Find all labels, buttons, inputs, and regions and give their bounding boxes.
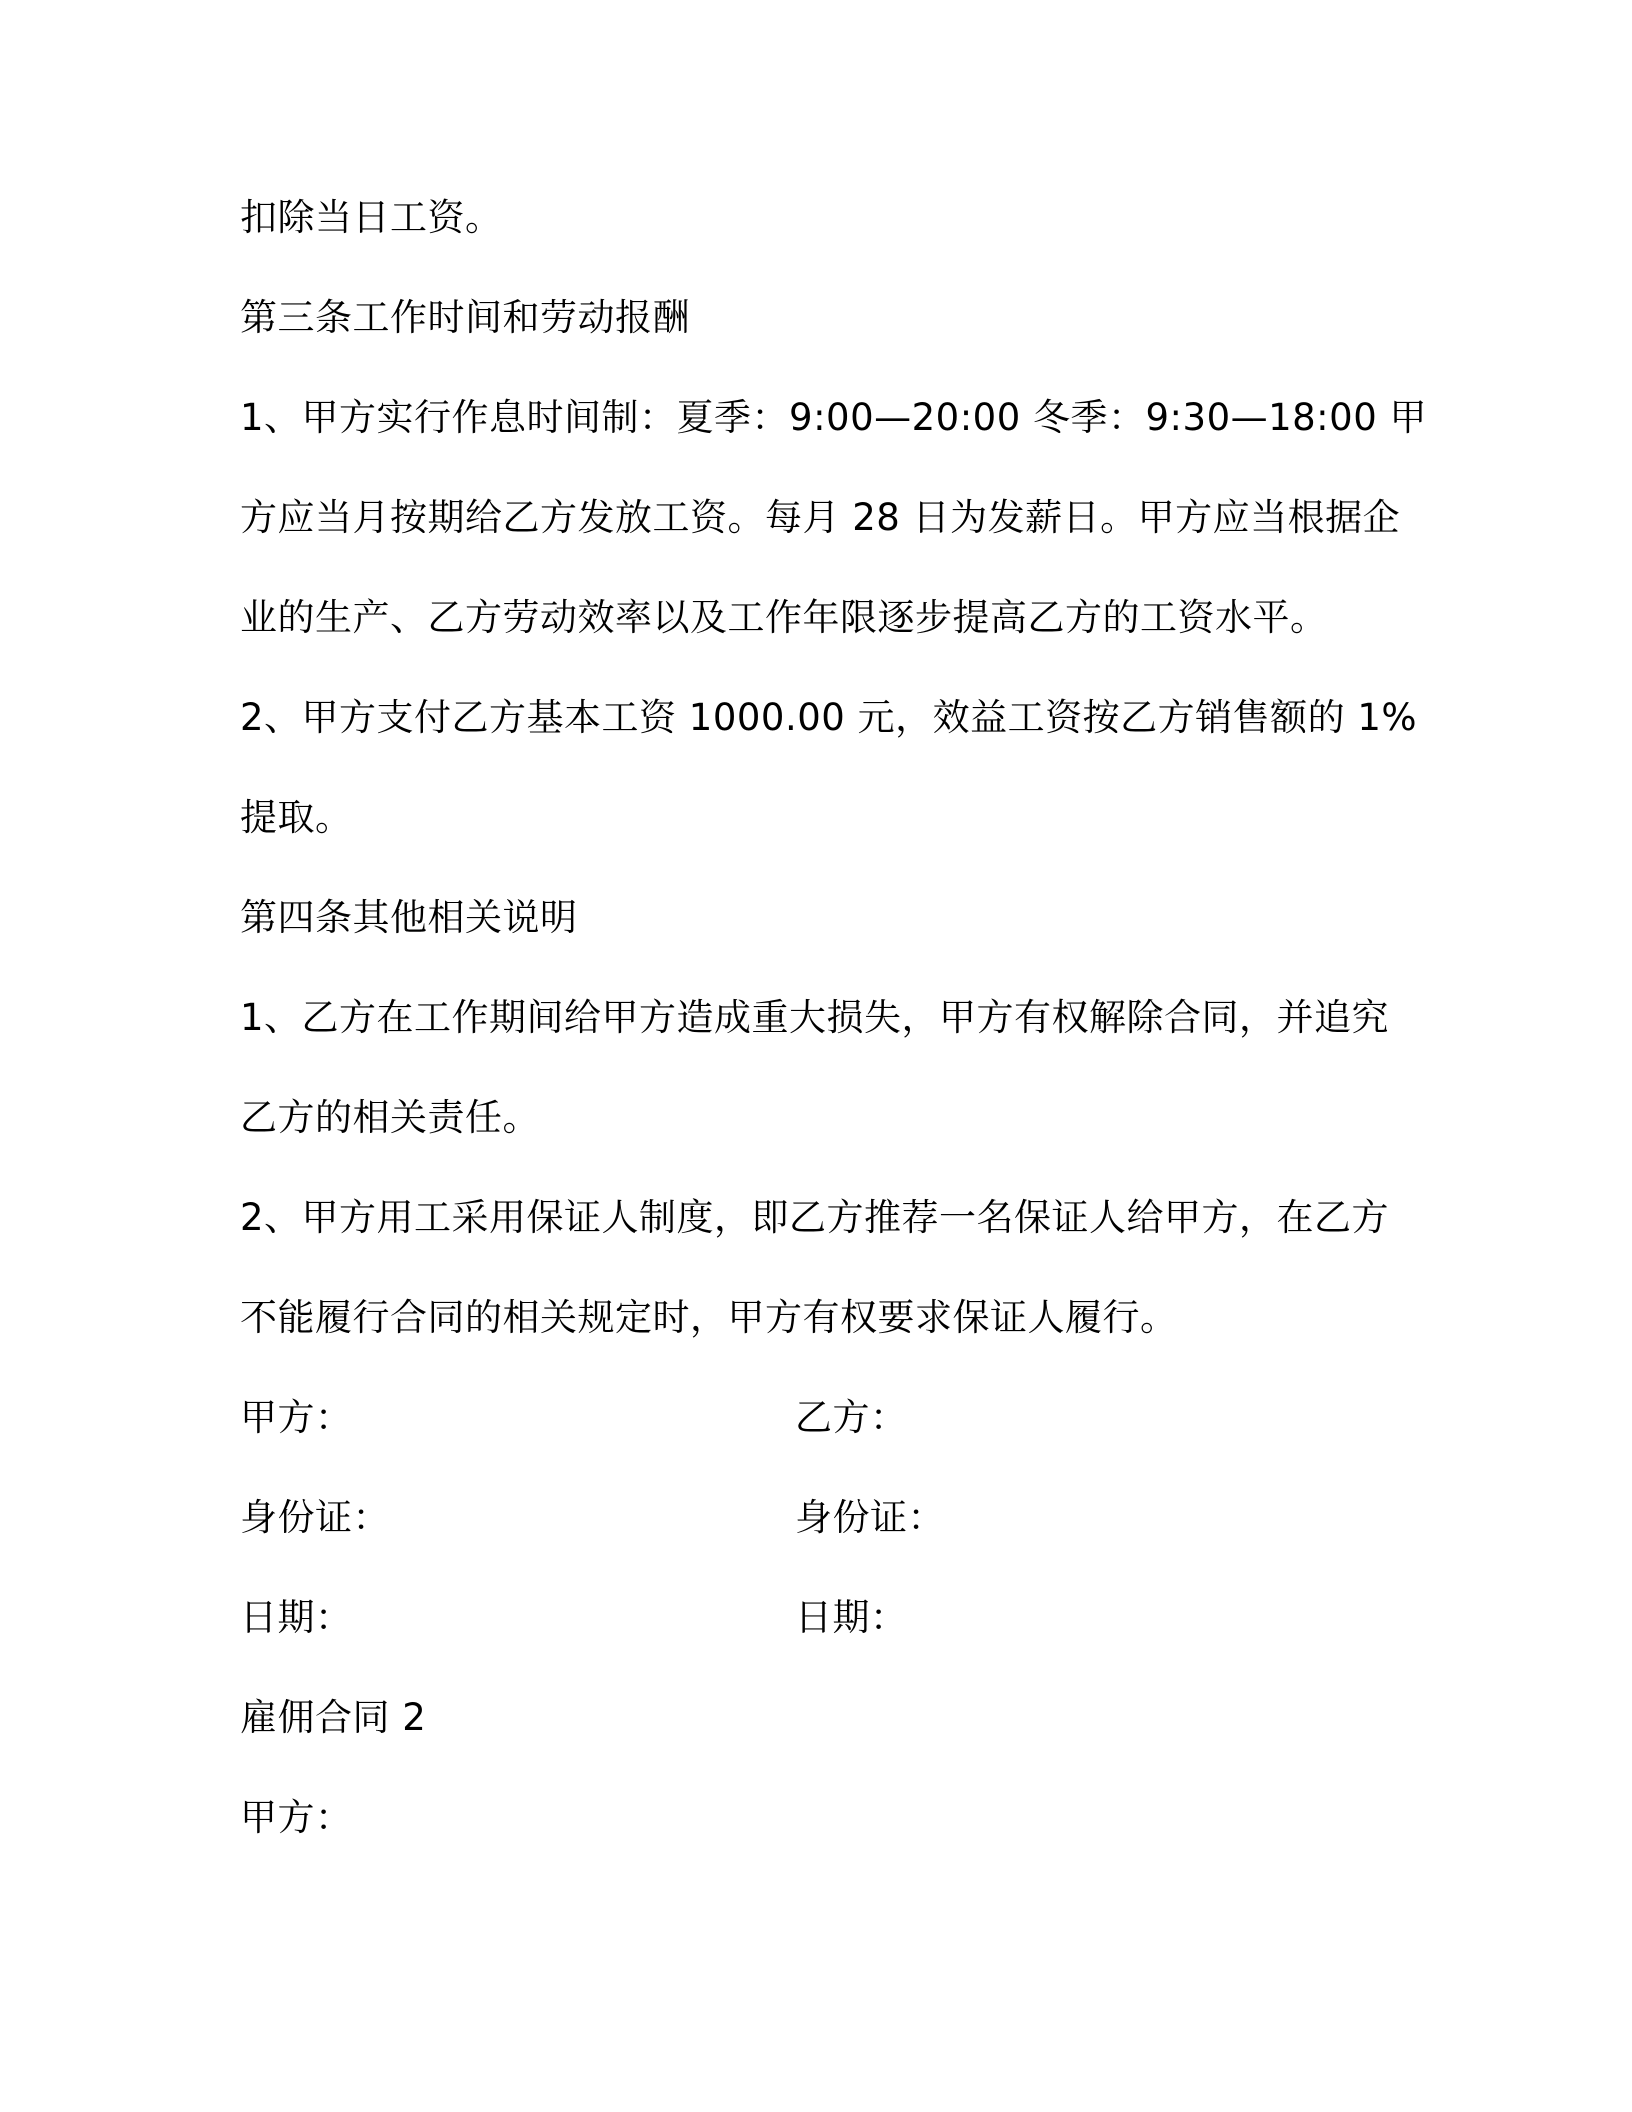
paragraph-line: 1、乙方在工作期间给甲方造成重大损失，甲方有权解除合同，并追究: [240, 996, 1390, 1039]
article-heading: 第四条其他相关说明: [240, 896, 578, 939]
paragraph-line: 2、甲方用工采用保证人制度，即乙方推荐一名保证人给甲方，在乙方: [240, 1196, 1390, 1239]
paragraph-line: 2、甲方支付乙方基本工资 1000.00 元，效益工资按乙方销售额的 1%: [240, 696, 1418, 739]
paragraph-line: 扣除当日工资。: [240, 196, 503, 239]
party-b-label: 乙方：: [795, 1396, 908, 1439]
next-contract-title: 雇佣合同 2: [240, 1696, 427, 1739]
paragraph-line: 乙方的相关责任。: [240, 1096, 540, 1139]
next-party-a-label: 甲方：: [240, 1796, 353, 1839]
party-b-date-label: 日期：: [795, 1596, 908, 1639]
party-b-id-label: 身份证：: [795, 1496, 945, 1539]
paragraph-line: 不能履行合同的相关规定时，甲方有权要求保证人履行。: [240, 1296, 1178, 1339]
party-a-label: 甲方：: [240, 1396, 353, 1439]
party-a-id-label: 身份证：: [240, 1496, 390, 1539]
paragraph-line: 业的生产、乙方劳动效率以及工作年限逐步提高乙方的工资水平。: [240, 596, 1328, 639]
paragraph-line: 1、甲方实行作息时间制：夏季：9:00—20:00 冬季：9:30—18:00 甲: [240, 396, 1427, 439]
party-a-date-label: 日期：: [240, 1596, 353, 1639]
paragraph-line: 方应当月按期给乙方发放工资。每月 28 日为发薪日。甲方应当根据企: [240, 496, 1401, 539]
paragraph-line: 提取。: [240, 796, 353, 839]
article-heading: 第三条工作时间和劳动报酬: [240, 296, 690, 339]
